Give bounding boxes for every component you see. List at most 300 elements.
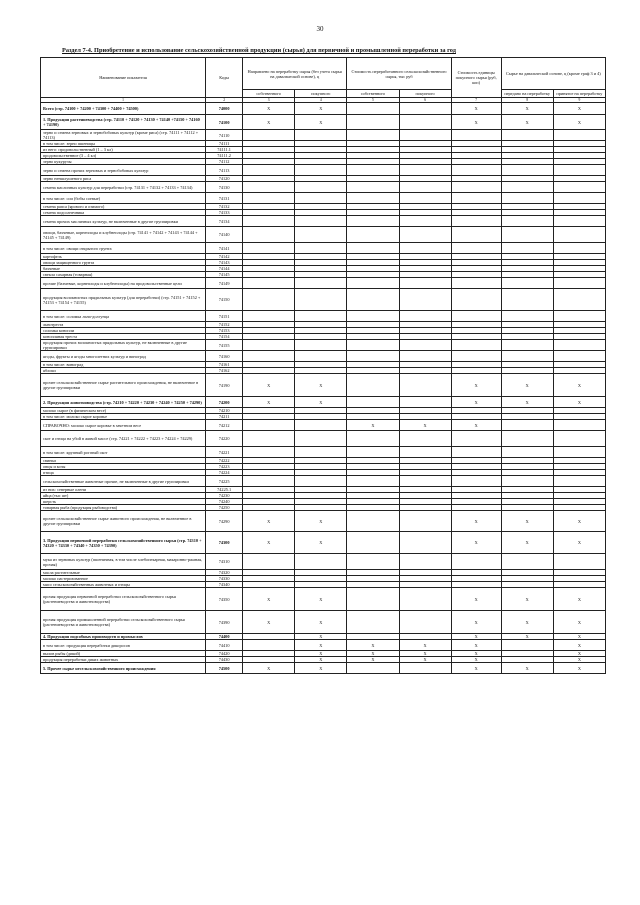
row-code: 74330 [206,576,243,582]
value-cell [451,554,501,570]
row-code: 74131 [206,193,243,204]
row-code: 74230 [206,493,243,499]
row-code: 74390 [206,611,243,634]
value-cell: X [347,657,399,663]
value-cell: X [553,511,605,532]
row-code: 74340 [206,582,243,588]
value-cell [451,351,501,362]
row-code: 74240 [206,499,243,505]
indicator-name: продовольственное (3 – 4 кл) [41,153,206,159]
value-cell [501,340,553,351]
value-cell [553,243,605,254]
value-cell [399,476,451,487]
row-code: 74420 [206,651,243,657]
value-cell: X [553,374,605,397]
table-row [41,130,606,141]
value-cell [243,216,295,227]
indicator-name: льнотреста [41,322,206,328]
indicator-name: молоко сырое (в физическом весе) [41,408,206,414]
value-cell [243,447,295,458]
row-code: 74141 [206,243,243,254]
value-cell [243,227,295,243]
value-cell [295,289,347,311]
value-cell: X [553,115,605,130]
value-cell [451,340,501,351]
indicator-name: в том числе: крупный рогатый скот [41,447,206,458]
statistical-form-table [40,57,606,674]
value-cell [501,447,553,458]
value-cell [451,289,501,311]
value-cell [347,340,399,351]
row-code: 74162 [206,368,243,374]
row-code: 74110 [206,130,243,141]
value-cell [501,431,553,447]
value-cell [243,130,295,141]
column-number: 4 [295,98,347,103]
value-cell [451,165,501,176]
value-cell [347,351,399,362]
value-cell: X [295,374,347,397]
table-row [41,351,606,362]
value-cell: X [451,657,501,663]
value-cell: X [501,634,553,640]
row-code: 74130 [206,182,243,193]
value-cell [399,193,451,204]
indicator-name: семена масличных культур для переработки (стр. 74131 + 74132 + 74133 + 74134) [41,182,206,193]
indicator-name: 4. Продукция подсобных производств и промыслов [41,634,206,640]
value-cell [399,278,451,289]
value-cell [553,182,605,193]
value-cell [501,554,553,570]
row-code: 74161 [206,362,243,368]
value-cell [553,420,605,431]
value-cell [399,340,451,351]
value-cell [295,165,347,176]
row-code: 74410 [206,640,243,651]
value-cell [295,554,347,570]
indicator-name: зерно неншлушеного риса [41,176,206,182]
value-cell [399,611,451,634]
header-processed-cost: Стоимость переработанного сельскохозяйственного сырья, тыс руб [347,58,451,90]
table-row [41,640,606,651]
value-cell [347,431,399,447]
column-number: 6 [399,98,451,103]
value-cell [295,476,347,487]
value-cell [501,193,553,204]
indicator-name: в том числе: овощи открытого грунта [41,243,206,254]
value-cell [399,227,451,243]
value-cell [501,351,553,362]
value-cell [399,511,451,532]
table-row [41,216,606,227]
value-cell [295,311,347,322]
value-cell [399,130,451,141]
value-cell [243,193,295,204]
value-cell [295,227,347,243]
row-code: 74150 [206,289,243,311]
indicator-name: в том числе: молоко сырое коровье [41,414,206,420]
table-row [41,511,606,532]
indicator-name: из них: северные олени [41,487,206,493]
row-code: 74225.1 [206,487,243,493]
indicator-name: прочее сельскохозяйственное сырье животного происхождения, не включенное в другие группировки [41,511,206,532]
row-code: 74000 [206,103,243,115]
row-code: 74300 [206,532,243,554]
value-cell: X [295,511,347,532]
value-cell [295,351,347,362]
value-cell [295,278,347,289]
row-code: 74133 [206,210,243,216]
value-cell [553,311,605,322]
value-cell [347,374,399,397]
table-row [41,227,606,243]
value-cell: X [553,651,605,657]
table-row [41,243,606,254]
value-cell: X [295,588,347,611]
indicator-name: конопляная треста [41,334,206,340]
indicator-name: соломка конопли [41,328,206,334]
value-cell: X [295,651,347,657]
indicator-name: СПРАВОЧНО: молоко сырое коровье в зачетном весе [41,420,206,431]
value-cell: X [295,103,347,115]
row-code: 74154 [206,334,243,340]
value-cell [501,311,553,322]
column-number: 8 [501,98,553,103]
value-cell: X [243,611,295,634]
header-accepted: принятое на переработку [553,90,605,98]
indicator-name: мука из зерновых культур (пшеничная, в том числе хлебопекарная, макаронно-ржаная, прочая) [41,554,206,570]
value-cell [347,278,399,289]
header-unit-cost: Стоимость единицы покупного сырья (руб, коп) [451,58,501,98]
value-cell: X [243,397,295,408]
value-cell: X [243,103,295,115]
indicator-name: картофель [41,254,206,260]
value-cell: X [399,420,451,431]
indicator-name: сельскохозяйственные животные прочие, не включенные в другие группировки [41,476,206,487]
value-cell [347,243,399,254]
value-cell: X [501,115,553,130]
value-cell: X [451,651,501,657]
row-code: 74132 [206,204,243,210]
value-cell [399,397,451,408]
row-code: 74190 [206,374,243,397]
value-cell [347,216,399,227]
row-code: 74220 [206,431,243,447]
value-cell: X [243,532,295,554]
row-code: 74143 [206,260,243,266]
header-processed: Направлено на переработку сырья (без учета сырья на давальческой основе), ц [243,58,347,90]
indicator-name: в том числе: зерно пшеницы [41,141,206,147]
value-cell [243,640,295,651]
indicator-name: продукция волокнистых прядильных культур (для переработки) (стр. 74151 + 74152 + 74153 + 74154 + 74155) [41,289,206,311]
indicator-name: в том числе: сои (бобы соевые) [41,193,206,204]
value-cell: X [553,640,605,651]
table-row [41,340,606,351]
indicator-name: прочие (бахчевые, корнеплоды и клубнеплоды) на продовольственные цели [41,278,206,289]
value-cell: X [553,663,605,674]
indicator-name: зерно и семена прочих зерновых и зернобобовых культур [41,165,206,176]
table-row [41,278,606,289]
indicator-name: бахчевые [41,266,206,272]
value-cell [501,278,553,289]
row-code: 74120 [206,176,243,182]
row-code: 74430 [206,657,243,663]
indicator-name: в том числе: соломка льна-долгунца [41,311,206,322]
header-name: Наименование показателя [41,58,206,98]
row-code: 74290 [206,511,243,532]
row-code: 74500 [206,663,243,674]
value-cell [243,289,295,311]
value-cell [347,532,399,554]
value-cell [451,182,501,193]
indicator-name: прочее сельскохозяйственное сырье растительного происхождения, не включенное в другие группировки [41,374,206,397]
value-cell [399,351,451,362]
value-cell [553,447,605,458]
row-code: 74210 [206,408,243,414]
row-code: 74153 [206,328,243,334]
indicator-name: скот и птица на убой в живой массе (стр. 74221 + 74222 + 74223 + 74224 + 74229) [41,431,206,447]
value-cell [347,227,399,243]
table-row [41,397,606,408]
row-code: 74111 [206,141,243,147]
table-row [41,165,606,176]
value-cell [399,165,451,176]
indicator-name: 1. Продукция растениеводства (стр. 74110 + 74120 + 74130 + 74140 +74150 + 74160 + 74190) [41,115,206,130]
row-code: 74224 [206,470,243,476]
column-number: 2 [206,98,243,103]
value-cell [451,431,501,447]
row-code: 74155 [206,340,243,351]
value-cell: X [295,634,347,640]
value-cell: X [243,511,295,532]
row-code: 74212 [206,420,243,431]
value-cell [399,216,451,227]
value-cell [553,216,605,227]
value-cell [399,431,451,447]
row-code: 74200 [206,397,243,408]
value-cell [243,420,295,431]
value-cell [451,216,501,227]
column-number: 3 [243,98,295,103]
value-cell: X [295,611,347,634]
table-row [41,431,606,447]
value-cell [243,278,295,289]
value-cell: X [451,588,501,611]
indicator-name: яблоки [41,368,206,374]
value-cell: X [451,663,501,674]
value-cell [243,554,295,570]
row-code: 74100 [206,115,243,130]
column-number: 5 [347,98,399,103]
value-cell [347,511,399,532]
value-cell [347,397,399,408]
row-code: 74145 [206,272,243,278]
value-cell [501,130,553,141]
value-cell [399,311,451,322]
value-cell [399,289,451,311]
table-row [41,532,606,554]
indicator-name: овощи, бахчевые, корнеплоды и клубнеплоды (стр. 74141 + 74142 + 74143 + 74144 + 74145 + 74149) [41,227,206,243]
header-transferred: передано на переработку [501,90,553,98]
column-number: 7 [451,98,501,103]
table-row [41,447,606,458]
row-code: 74310 [206,554,243,570]
indicator-name: 2. Продукция животноводства (стр. 74210 + 74220 + 74230 + 74240 + 74250 + 74290) [41,397,206,408]
value-cell: X [501,103,553,115]
row-code: 74152 [206,322,243,328]
value-cell [243,182,295,193]
column-number: 1 [41,98,206,103]
table-row [41,115,606,130]
table-row [41,289,606,311]
value-cell: X [295,115,347,130]
value-cell: X [501,611,553,634]
value-cell: X [243,588,295,611]
indicator-name: прочая продукция промышленной переработки сельскохозяйственного сырья (растениеводства и животноводства) [41,611,206,634]
value-cell [501,165,553,176]
value-cell [501,640,553,651]
value-cell [347,311,399,322]
value-cell: X [399,651,451,657]
row-code: 74134 [206,216,243,227]
value-cell [451,243,501,254]
value-cell [553,340,605,351]
indicator-name: прочая продукция первичной переработки сельскохозяйственного сырья (растениеводства и животноводства) [41,588,206,611]
value-cell [451,227,501,243]
value-cell [553,227,605,243]
table-body [41,103,606,674]
value-cell [399,532,451,554]
value-cell [295,340,347,351]
value-cell: X [347,651,399,657]
value-cell [501,227,553,243]
value-cell: X [399,640,451,651]
row-code: 74320 [206,570,243,576]
indicator-name: мясо сельскохозяйственных животных и птицы [41,582,206,588]
indicator-name: ягоды, фрукты и ягоды многолетних культур и виноград [41,351,206,362]
row-code: 74144 [206,266,243,272]
value-cell [347,611,399,634]
table-row [41,420,606,431]
value-cell: X [243,374,295,397]
indicator-name: 5. Прочее сырье несельскохозяйственного происхождения [41,663,206,674]
indicator-name: зерно и семена зерновых и зернобобовых культур (кроме риса) (стр. 74111 + 74112 + 74113) [41,130,206,141]
value-cell [501,216,553,227]
value-cell: X [451,115,501,130]
value-cell: X [451,103,501,115]
value-cell [347,663,399,674]
header-code: Коды [206,58,243,98]
value-cell [451,311,501,322]
row-code: 74400 [206,634,243,640]
value-cell [399,447,451,458]
value-cell [501,182,553,193]
indicator-name: свиньи [41,458,206,464]
indicator-name: молоко пастеризованное [41,576,206,582]
row-code: 74222 [206,458,243,464]
value-cell [295,431,347,447]
value-cell: X [501,588,553,611]
indicator-name: масла растительные [41,570,206,576]
value-cell: X [451,374,501,397]
value-cell: X [553,103,605,115]
row-code: 74149 [206,278,243,289]
indicator-name: в том числе: виноград [41,362,206,368]
table-row [41,476,606,487]
page-number: 30 [316,25,324,33]
value-cell [553,431,605,447]
value-cell [347,193,399,204]
value-cell: X [451,420,501,431]
value-cell [501,289,553,311]
table-row [41,182,606,193]
value-cell: X [451,611,501,634]
value-cell [243,476,295,487]
value-cell: X [295,657,347,663]
value-cell [295,447,347,458]
header-purchased: покупного [399,90,451,98]
value-cell [553,165,605,176]
value-cell [501,243,553,254]
row-code: 74223 [206,464,243,470]
row-code: 74151 [206,311,243,322]
value-cell: X [295,663,347,674]
indicator-name: зерно кукурузы [41,159,206,165]
value-cell [553,351,605,362]
value-cell [295,193,347,204]
table-row [41,193,606,204]
indicator-name: свекла сахарная (товарная) [41,272,206,278]
value-cell: X [553,588,605,611]
indicator-name: 3. Продукция первичной переработки сельскохозяйственного сырья (стр. 74310 + 74320 + 74330 + 74340 + 74350 + 74390) [41,532,206,554]
value-cell: X [451,640,501,651]
section-title: Раздел 7-4. Приобретение и использование сельскохозяйственной продукции (сырья) для первичной и промышленной переработки за год [62,47,456,54]
value-cell [399,554,451,570]
row-code: 74350 [206,588,243,611]
value-cell [553,130,605,141]
indicator-name: товарная рыба (продукция рыбоводства) [41,505,206,511]
table-row [41,611,606,634]
value-cell [295,243,347,254]
indicator-name: семена прочих масличных культур, не включенные в другие группировки [41,216,206,227]
header-tolling: Сырье на давальческой основе, ц (кроме граф 3 и 4) [501,58,605,90]
row-code: 74211 [206,414,243,420]
value-cell [451,193,501,204]
value-cell [243,431,295,447]
value-cell: X [347,640,399,651]
value-cell: X [295,397,347,408]
value-cell [399,182,451,193]
table-row [41,374,606,397]
value-cell [295,130,347,141]
indicator-name: овощи защищенного грунта [41,260,206,266]
value-cell: X [295,532,347,554]
value-cell: X [451,511,501,532]
value-cell [347,130,399,141]
value-cell: X [501,374,553,397]
row-code: 74111.1 [206,147,243,153]
header-purchased: покупного [295,90,347,98]
value-cell [451,476,501,487]
value-cell: X [399,657,451,663]
indicator-name: вылов рыбы (дикой) [41,651,206,657]
indicator-name: семена подсолнечника [41,210,206,216]
value-cell [347,588,399,611]
row-code: 74142 [206,254,243,260]
value-cell [399,243,451,254]
table-header [41,58,606,103]
header-own: собственного [243,90,295,98]
